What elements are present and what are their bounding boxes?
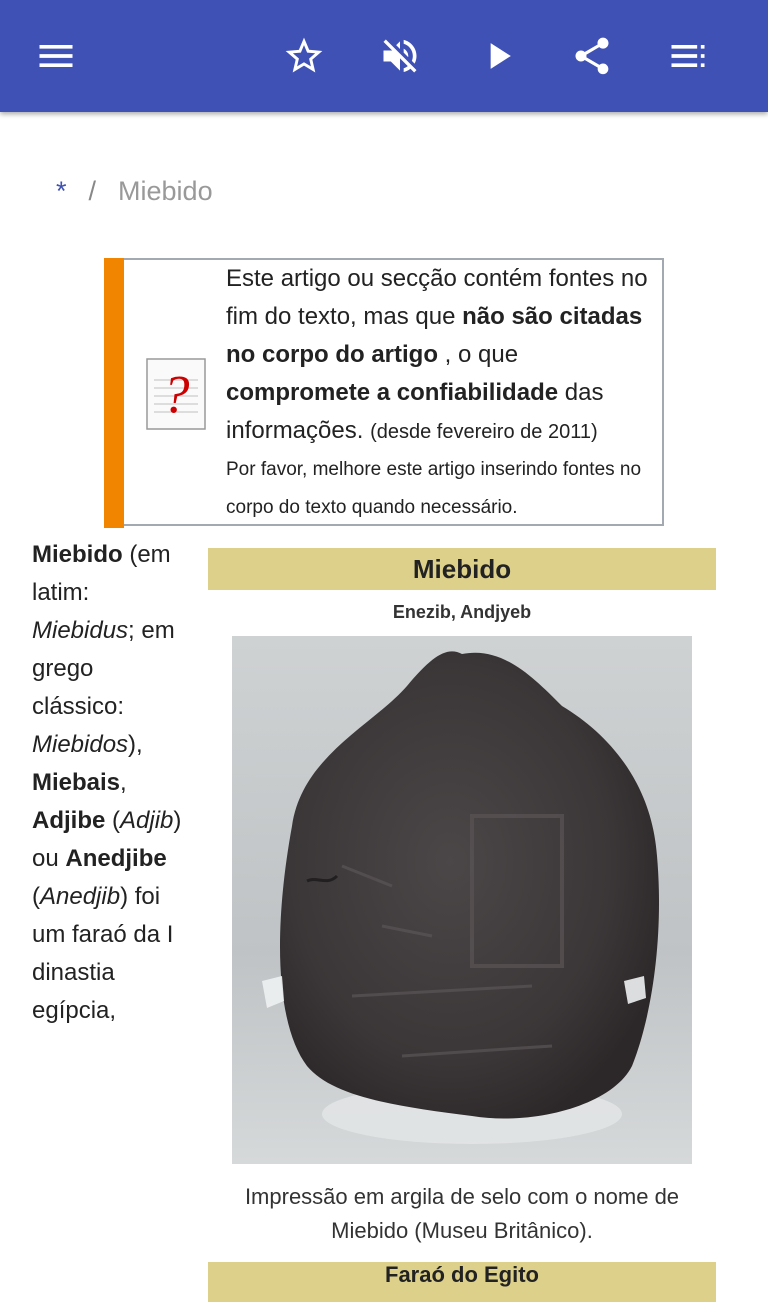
image-caption: Impressão em argila de selo com o nome de Miebido (Museu Britânico). [244,1184,680,1243]
lead-text: ) foi um faraó da I dinastia egípcia, [32,883,174,1024]
breadcrumb-root[interactable]: * [56,176,67,206]
infobox [208,548,716,1302]
notice-bold-part: não são citadas no corpo do artigo [226,303,643,368]
star-outline-icon [282,34,326,78]
favorite-button[interactable] [276,28,332,84]
notice-text-part: , o que [444,341,519,368]
article-name: Miebido [32,541,123,568]
alt-name: Anedjibe [65,845,167,872]
notice-date: (desde fevereiro de 2011) [370,421,598,443]
unreferenced-notice [104,258,664,526]
svg-text:?: ? [162,364,190,424]
notice-accent-bar [104,258,124,528]
lead-text: ; em grego clássico: [32,617,175,720]
contents-button[interactable] [660,28,716,84]
lead-text: (em latim: [32,541,171,606]
seal-impression-image[interactable] [232,636,692,1164]
question-document-icon [146,358,206,430]
app-bar [0,0,768,112]
alt-name-italic: Adjib [120,807,174,834]
latin-name: Miebidus [32,617,129,644]
notice-text [226,260,662,527]
infobox-title: Miebido [208,548,716,590]
lead-text: , [120,769,127,796]
menu-icon [34,34,78,78]
share-icon [570,34,614,78]
infobox-subtitle: Enezib, Andjyeb [392,602,532,622]
breadcrumb [56,176,213,207]
notice-bold-part: compromete a confiabilidade [226,379,559,406]
share-button[interactable] [564,28,620,84]
alt-name-italic: Anedjib [40,883,121,910]
notice-help: Por favor, melhore este artigo inserindo fontes no corpo do texto quando necessário. [226,459,642,518]
alt-name: Adjibe [32,807,106,834]
lead-text: ( [32,883,40,910]
breadcrumb-current: Miebido [118,176,213,206]
lead-text: ) ou [32,807,182,872]
play-button[interactable] [470,28,526,84]
infobox-section-header: Faraó do Egito [208,1262,716,1302]
notice-text-part: Este artigo ou secção contém fontes no fim do texto, mas que [226,265,648,330]
greek-name: Miebidos [32,731,129,758]
play-icon [476,34,520,78]
lead-text: ( [112,807,121,834]
menu-button[interactable] [28,28,84,84]
lead-text: ), [128,731,143,758]
notice-text-part: das informações. [226,379,604,444]
breadcrumb-separator: / [88,176,97,206]
list-menu-icon [666,34,710,78]
volume-off-icon [378,34,422,78]
mute-button[interactable] [372,28,428,84]
lead-paragraph [32,536,192,1030]
alt-name: Miebais [32,769,121,796]
